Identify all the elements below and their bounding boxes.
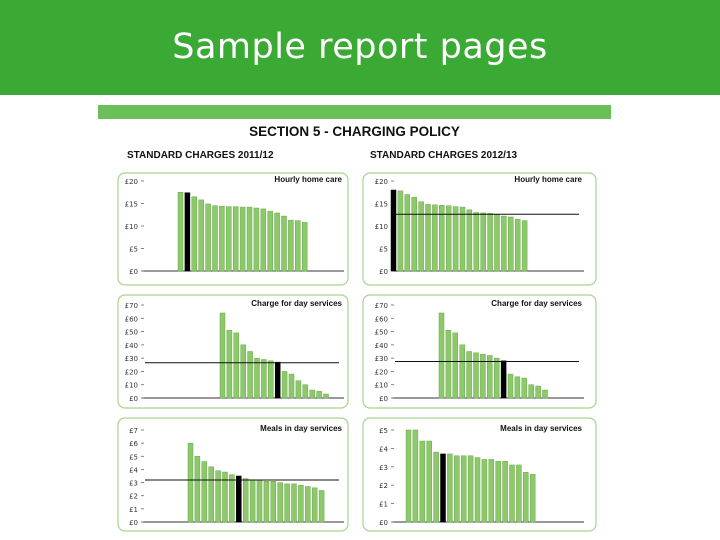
y-tick-label: £30 — [374, 355, 388, 364]
y-tick-label: £1 — [379, 500, 388, 509]
y-tick-label: £15 — [374, 200, 388, 209]
y-tick-label: £0 — [129, 519, 138, 527]
bar — [467, 352, 472, 399]
chart-title: Charge for day services — [491, 299, 582, 308]
bar — [268, 211, 273, 271]
highlighted-bar — [441, 454, 446, 522]
y-tick-label: £3 — [379, 463, 388, 472]
bar — [501, 216, 506, 271]
chart-3 — [118, 295, 348, 408]
bar — [439, 205, 444, 271]
bar — [398, 191, 403, 271]
y-tick-label: £70 — [124, 302, 138, 310]
bar — [496, 461, 501, 522]
chart-title: Hourly home care — [514, 175, 582, 184]
bar — [446, 330, 451, 398]
slide-title: Sample report pages — [172, 27, 548, 67]
bar — [530, 474, 535, 522]
bar — [446, 206, 451, 271]
y-tick-label: £3 — [129, 479, 138, 488]
bar — [522, 221, 527, 271]
bar — [257, 480, 262, 522]
chart-title: Meals in day services — [500, 424, 582, 433]
bar — [209, 467, 214, 522]
bar — [302, 222, 307, 271]
bar — [310, 390, 315, 398]
bar — [296, 381, 301, 398]
bar — [523, 472, 528, 522]
bar — [241, 345, 246, 398]
bar — [515, 219, 520, 271]
y-tick-label: £5 — [379, 245, 388, 254]
y-tick-label: £20 — [124, 178, 138, 186]
bar — [319, 490, 324, 522]
y-tick-label: £5 — [129, 453, 138, 462]
y-tick-label: £0 — [129, 268, 138, 276]
y-tick-label: £10 — [124, 381, 138, 390]
y-tick-label: £7 — [129, 427, 138, 435]
y-tick-label: £0 — [379, 395, 388, 403]
bar — [515, 377, 520, 398]
y-tick-label: £15 — [124, 200, 138, 209]
y-tick-label: £10 — [374, 223, 388, 231]
bar — [405, 195, 410, 272]
bar — [413, 430, 418, 522]
bar — [303, 385, 308, 398]
bar — [188, 443, 193, 522]
y-tick-label: £0 — [129, 395, 138, 403]
bar — [467, 210, 472, 271]
bar — [178, 192, 183, 271]
y-tick-label: £20 — [374, 178, 388, 186]
bar — [536, 386, 541, 398]
bar — [480, 354, 485, 398]
bar — [255, 358, 260, 398]
bar — [474, 213, 479, 272]
highlighted-bar — [501, 361, 506, 398]
bar — [288, 220, 293, 271]
bar — [406, 430, 411, 522]
bar — [434, 452, 439, 522]
y-tick-label: £0 — [379, 268, 388, 276]
bar — [510, 465, 515, 522]
y-tick-label: £70 — [374, 302, 388, 310]
y-tick-label: £4 — [129, 466, 138, 475]
bar — [213, 206, 218, 271]
section-heading: SECTION 5 - CHARGING POLICY — [249, 124, 460, 139]
bar — [489, 459, 494, 522]
y-tick-label: £4 — [379, 445, 388, 454]
column-heading-2011-12: STANDARD CHARGES 2011/12 — [127, 150, 274, 161]
bar — [453, 333, 458, 398]
bar — [508, 374, 513, 398]
report-page — [98, 105, 611, 533]
bar — [295, 221, 300, 271]
bar — [226, 207, 231, 271]
bar — [529, 385, 534, 398]
y-tick-label: £1 — [129, 505, 138, 514]
bar — [454, 456, 459, 522]
bar — [447, 454, 452, 522]
bar — [522, 378, 527, 398]
bar — [494, 358, 499, 398]
bar — [439, 313, 444, 398]
bar — [412, 197, 417, 271]
bar — [206, 204, 211, 271]
y-tick-label: £20 — [374, 368, 388, 377]
bar — [278, 483, 283, 522]
bar — [317, 391, 322, 398]
bar — [219, 206, 224, 271]
y-tick-label: £30 — [124, 355, 138, 364]
bar — [324, 394, 329, 398]
bar — [264, 481, 269, 522]
y-tick-label: £40 — [374, 341, 388, 350]
chart-title: Meals in day services — [260, 424, 342, 433]
y-tick-label: £5 — [379, 427, 388, 435]
bar — [254, 208, 259, 271]
y-tick-label: £2 — [379, 482, 388, 491]
bar — [229, 475, 234, 522]
bar — [481, 213, 486, 271]
bar — [427, 441, 432, 522]
bar — [460, 207, 465, 271]
highlighted-bar — [275, 362, 280, 398]
bar — [508, 217, 513, 271]
y-tick-label: £40 — [124, 341, 138, 350]
bar — [543, 390, 548, 398]
bar — [453, 207, 458, 271]
column-heading-2012-13: STANDARD CHARGES 2012/13 — [370, 150, 518, 161]
header-banner — [0, 0, 720, 95]
bar — [282, 371, 287, 398]
bar — [247, 207, 252, 271]
y-tick-label: £50 — [124, 328, 138, 337]
y-tick-label: £0 — [379, 519, 388, 527]
bar — [289, 374, 294, 398]
bar — [475, 458, 480, 522]
bar — [240, 207, 245, 271]
bar — [285, 484, 290, 522]
chart-title: Hourly home care — [274, 175, 342, 184]
bar — [305, 487, 310, 522]
bar — [460, 345, 465, 398]
bar — [192, 197, 197, 271]
y-tick-label: £6 — [129, 440, 138, 449]
highlighted-bar — [236, 476, 241, 522]
y-tick-label: £10 — [124, 223, 138, 231]
bar — [261, 359, 266, 398]
charts-canvas — [98, 105, 611, 533]
bar — [227, 330, 232, 398]
bar — [220, 313, 225, 398]
bar — [495, 215, 500, 271]
bar — [282, 216, 287, 271]
y-tick-label: £60 — [124, 315, 138, 324]
bar — [488, 213, 493, 271]
chart-2 — [363, 173, 596, 285]
bar — [420, 441, 425, 522]
y-tick-label: £2 — [129, 492, 138, 501]
bar — [482, 459, 487, 522]
bar — [250, 480, 255, 522]
bar — [461, 456, 466, 522]
y-tick-label: £50 — [374, 328, 388, 337]
y-tick-label: £10 — [374, 381, 388, 390]
y-tick-label: £20 — [124, 368, 138, 377]
y-tick-label: £60 — [374, 315, 388, 324]
chart-4 — [363, 295, 596, 408]
highlighted-bar — [185, 193, 190, 271]
chart-5 — [118, 418, 348, 531]
bar — [261, 209, 266, 271]
bar — [474, 353, 479, 398]
highlighted-bar — [391, 190, 396, 271]
bar — [248, 352, 253, 399]
y-tick-label: £5 — [129, 245, 138, 254]
bar — [216, 471, 221, 522]
bar — [233, 207, 238, 271]
bar — [516, 465, 521, 522]
chart-6 — [363, 418, 596, 531]
bar — [234, 333, 239, 398]
bar — [275, 213, 280, 271]
bar — [202, 462, 207, 522]
bar — [243, 479, 248, 522]
chart-1 — [118, 173, 348, 285]
bar — [268, 361, 273, 398]
chart-title: Charge for day services — [251, 299, 342, 308]
bar — [298, 485, 303, 522]
bar — [199, 200, 204, 271]
bar — [271, 481, 276, 522]
bar — [468, 456, 473, 522]
bar — [195, 456, 200, 522]
bar — [312, 488, 317, 522]
bar — [292, 484, 297, 522]
bar — [503, 461, 508, 522]
chart-panel-border — [363, 295, 596, 408]
bar — [419, 202, 424, 271]
